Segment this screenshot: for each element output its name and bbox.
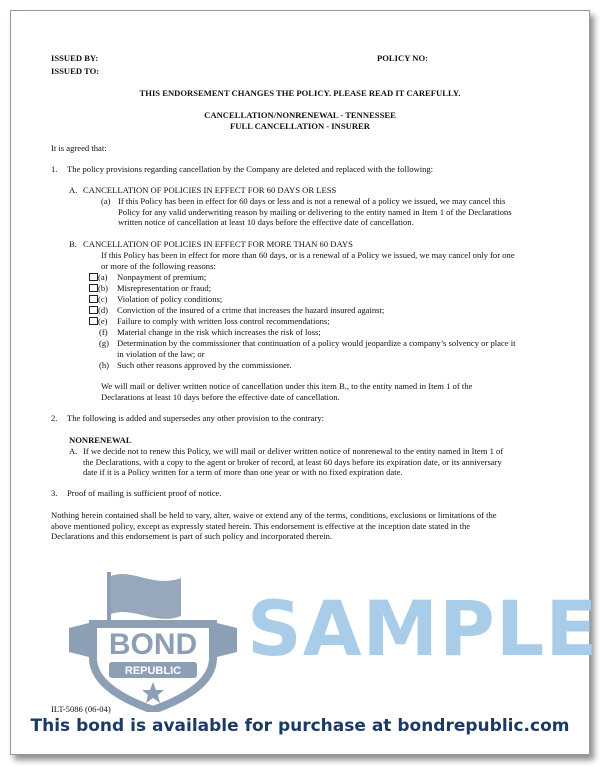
reason-item-e	[89, 316, 108, 327]
reason-text: Material change in the risk which increases the risk of loss;	[117, 327, 321, 337]
reason-label: (a)	[98, 272, 108, 282]
section2-a-line: date if it is a Policy written for a term of more than one year or with no fixed expiration date.	[83, 467, 403, 478]
form-id: ILT-5086 (06-04)	[51, 704, 111, 714]
section1-b-intro-line: or more of the following reasons:	[101, 260, 216, 271]
issued-to-label: ISSUED TO:	[51, 66, 100, 76]
reason-text-continued: in violation of the law; or	[117, 349, 205, 359]
section2-a-letter: A.	[69, 446, 78, 456]
section2-number: 2.	[51, 413, 58, 423]
section1-a-item-label: (a)	[101, 196, 111, 206]
reason-label: (e)	[98, 316, 108, 326]
closing-line: Nothing herein contained shall be held to vary, alter, waive or extend any of the terms, conditions, exclusions or limitations of the	[51, 510, 497, 520]
reason-text: Conviction of the insured of a crime that increases the hazard insured against;	[117, 305, 385, 315]
section2-a-line: the Declarations, with a copy to the agent or broker of record, at least 60 days before its expiration date, or its anniversary	[83, 456, 502, 467]
section1-text: The policy provisions regarding cancellation by the Company are deleted and replaced with the following:	[67, 164, 434, 174]
section1-b-heading: CANCELLATION OF POLICIES IN EFFECT FOR MORE THAN 60 DAYS	[83, 239, 353, 249]
section1-b-intro-line: If this Policy has been in effect for more than 60 days, or is a renewal of a Policy we issued, we may cancel only for one	[101, 250, 515, 260]
reason-text: Such other reasons approved by the commissioner.	[117, 360, 292, 370]
section2-a-paragraph	[83, 446, 551, 478]
section2-text: The following is added and supersedes any other provision to the contrary:	[67, 413, 325, 423]
section3-text: Proof of mailing is sufficient proof of notice.	[67, 488, 222, 498]
section1-a-line: If this Policy has been in effect for 60 days or less and is not a renewal of a policy we issued, we may cancel this	[118, 196, 506, 206]
banner-right-icon	[213, 622, 237, 658]
reason-item-c	[89, 294, 108, 305]
reason-text: Determination by the commissioner that continuation of a policy would jeopardize a company’s solvency or place it	[117, 338, 516, 348]
reason-checkbox[interactable]	[89, 306, 98, 314]
reason-checkbox[interactable]	[89, 295, 98, 303]
section1-number: 1.	[51, 164, 58, 174]
reason-text: Failure to comply with written loss control recommendations;	[117, 316, 330, 326]
closing-line: above mentioned policy, except as expressly stated herein. This endorsement is effective at the inception date stated in the	[51, 520, 471, 531]
document-page	[10, 10, 599, 755]
section1-a-line: Policy for any valid underwriting reason by mailing or delivering to the entity named in Item 1 of the Declarations	[118, 206, 512, 217]
reason-item-b	[89, 283, 108, 294]
endorsement-notice: THIS ENDORSEMENT CHANGES THE POLICY. PLEASE READ IT CAREFULLY.	[139, 88, 461, 98]
reason-label: (h)	[99, 360, 110, 370]
intro-text: It is agreed that:	[51, 143, 107, 153]
nonrenewal-heading: NONRENEWAL	[69, 435, 132, 445]
flag-icon	[111, 574, 181, 619]
banner-left-icon	[69, 622, 93, 658]
logo-word-republic: REPUBLIC	[124, 665, 182, 677]
reason-item-a	[89, 272, 108, 283]
section2-a-line: If we decide not to renew this Policy, we will mail or deliver written notice of nonrenewal to the entity named in Item 1 of	[83, 446, 504, 456]
section1-b-intro	[101, 250, 551, 271]
reason-checkbox[interactable]	[89, 273, 98, 281]
section1-a-line: written notice of cancellation at least 10 days before the effective date of cancellation.	[118, 217, 414, 228]
footer-purchase-link[interactable]: This bond is available for purchase at bondrepublic.com	[30, 716, 570, 736]
sample-watermark: SAMPLE	[247, 584, 599, 673]
closing-line: Declarations and this endorsement is part of such policy and incorporated therein.	[51, 531, 333, 542]
reason-checkbox[interactable]	[89, 317, 98, 325]
bond-republic-logo-watermark	[63, 566, 243, 712]
section1-b-closing	[101, 381, 551, 402]
section1-b-letter: B.	[69, 239, 77, 249]
logo-word-bond: BOND	[108, 628, 198, 661]
reason-label: (g)	[99, 338, 110, 348]
policy-no-label: POLICY NO:	[377, 53, 429, 63]
section1-b-closing-line: We will mail or deliver written notice of cancellation under this item B., to the entity named in Item 1 of the	[101, 381, 473, 391]
reason-label: (f)	[99, 327, 108, 337]
reason-text: Violation of policy conditions;	[117, 294, 223, 304]
issued-by-label: ISSUED BY:	[51, 53, 99, 63]
reason-item-d	[89, 305, 108, 316]
section3-number: 3.	[51, 488, 58, 498]
reason-text: Misrepresentation or fraud;	[117, 283, 212, 293]
reason-label: (c)	[98, 294, 108, 304]
section1-b-closing-line: Declarations at least 10 days before the effective date of cancellation.	[101, 391, 340, 402]
reason-text: Nonpayment of premium;	[117, 272, 207, 282]
reason-label: (b)	[98, 283, 109, 293]
reason-checkbox[interactable]	[89, 284, 98, 292]
form-title-line2: FULL CANCELLATION - INSURER	[230, 121, 370, 131]
form-title-line1: CANCELLATION/NONRENEWAL - TENNESSEE	[204, 110, 396, 120]
closing-paragraph	[51, 510, 551, 542]
section1-a-letter: A.	[69, 185, 78, 195]
section1-a-heading: CANCELLATION OF POLICIES IN EFFECT FOR 60 DAYS OR LESS	[83, 185, 337, 195]
section1-a-paragraph	[118, 196, 550, 228]
reason-label: (d)	[98, 305, 109, 315]
